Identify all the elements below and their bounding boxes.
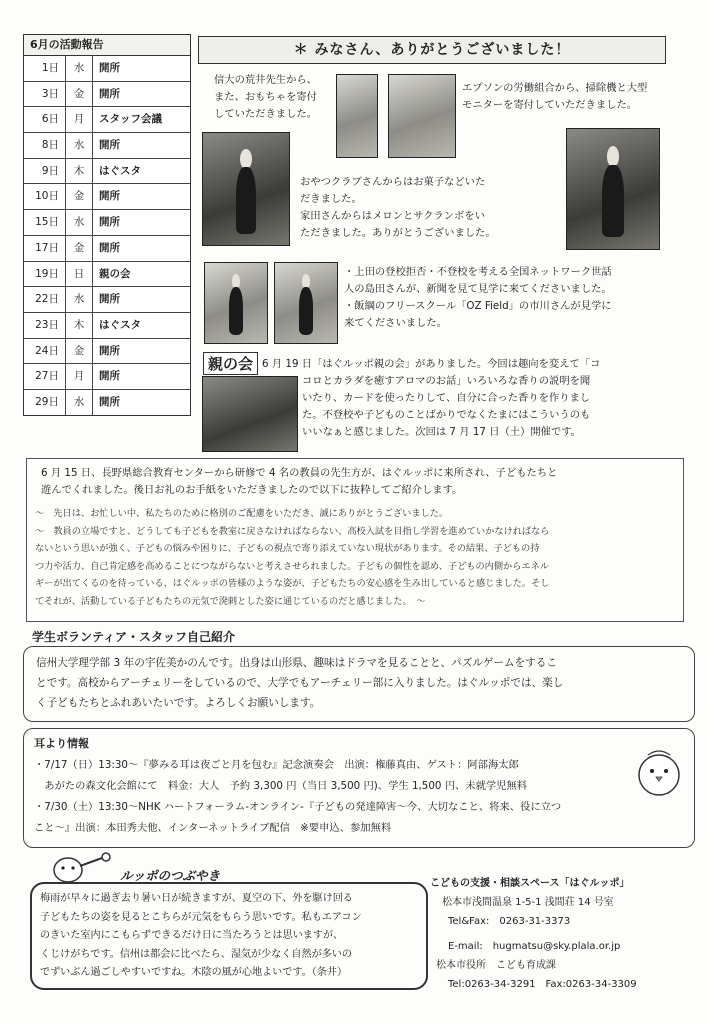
schedule-weekday: 金	[66, 184, 93, 209]
monitor-photo	[388, 74, 456, 158]
text-line: とです。高校からアーチェリーをしているので、大学でもアーチェリー部に入りました。はぐルッポでは、楽し	[36, 677, 564, 689]
visitors-text	[344, 264, 684, 332]
text-line: 信州大学理学部 3 年の宇佐美かのんです。出身は山形県、趣味はドラマを見ることと、パズルゲームをするこ	[36, 657, 557, 669]
schedule-day: 8日	[24, 133, 66, 158]
schedule-weekday: 水	[66, 390, 93, 415]
schedule-weekday: 木	[66, 159, 93, 184]
teacher-letter-box	[26, 458, 684, 622]
oya-text	[262, 356, 686, 373]
schedule-row	[24, 210, 190, 236]
text-line: こと～』出演：本田秀夫他、インターネットライブ配信 ※要申込、参加無料	[34, 822, 392, 834]
text-line: 梅雨が早々に過ぎ去り暑い日が続きますが、夏空の下、外を駆け回る	[40, 893, 353, 904]
text-line: ・飯綱のフリースクール「OZ Field」の市川さんが見学に	[344, 300, 612, 312]
contact-office: 松本市役所 こども育成課	[436, 960, 556, 971]
letter-line: ～ 先日は、お忙しい中、私たちのために格別のご配慮をいただき、誠にありがとうございました。	[35, 508, 449, 519]
schedule-row	[24, 184, 190, 210]
schedule-event: 開所	[99, 395, 120, 408]
schedule-weekday: 水	[66, 56, 93, 81]
schedule-day: 23日	[24, 313, 66, 338]
schedule-event: 開所	[99, 87, 120, 100]
schedule-rows	[24, 56, 190, 415]
schedule-title: 6月の活動報告	[24, 35, 190, 56]
schedule-event: 開所	[99, 139, 120, 152]
volunteer-box	[23, 646, 695, 722]
schedule-row	[24, 390, 190, 415]
text-line: コロとカラダを癒すアロマのお話」いろいろな香りの説明を聞	[302, 375, 591, 387]
schedule-weekday: 月	[66, 364, 93, 389]
schedule-day: 19日	[24, 262, 66, 287]
schedule-row	[24, 56, 190, 82]
thanks-heading: ＊ みなさん、ありがとうございました！	[198, 36, 666, 64]
schedule-table	[23, 34, 191, 416]
contact-email: E-mail: hugmatsu@sky.plala.or.jp	[448, 941, 621, 952]
schedule-row	[24, 364, 190, 390]
letter-line: ないという思いが強く、子どもの悩みや困りに、子どもの視点で寄り添えていない現状があります。その結果、子どもの持	[35, 543, 540, 554]
text-line: モニターを寄付していただきました。	[462, 99, 638, 111]
schedule-event: 開所	[99, 344, 120, 357]
schedule-row	[24, 339, 190, 365]
schedule-day: 22日	[24, 287, 66, 312]
text-line: 6 月 19 日「はぐルッポ親の会」がありました。今回は趣向を変えて「コ	[262, 358, 601, 370]
schedule-day: 3日	[24, 82, 66, 107]
letter-line: ギーが出てくるのを待っている、はぐルッポの皆様のような姿が、子どもたちの安心感を生み出していると感じました。そし	[35, 578, 550, 589]
text-line: でずいぶん過ごしやすいですね。木陰の風が心地よいです。（条井）	[40, 967, 348, 978]
group-photo	[566, 128, 660, 250]
text-line: た。不登校や子どものことばかりでなくたまにはこういうのも	[302, 409, 591, 421]
schedule-event: 開所	[99, 216, 120, 229]
letter-line: てそれが、活動している子どもたちの元気で溌剌とした姿に通じているのだと感じました。 ～	[35, 595, 426, 607]
schedule-row	[24, 159, 190, 185]
text-line: 子どもたちの姿を見るとこちらが元気をもらう思いです。私もエアコン	[40, 911, 362, 923]
arai-text	[214, 72, 354, 123]
schedule-row	[24, 133, 190, 159]
schedule-event: 開所	[99, 241, 120, 254]
schedule-row	[24, 107, 190, 133]
visitor-photo-1	[204, 262, 268, 344]
schedule-row	[24, 313, 190, 339]
letter-line: ～ 教員の立場ですと、どうしても子どもを教室に戻さなければならない、高校入試を目指し学習を進めていかなければなら	[35, 525, 550, 537]
schedule-weekday: 水	[66, 133, 93, 158]
schedule-event: 開所	[99, 190, 120, 203]
schedule-day: 24日	[24, 339, 66, 364]
schedule-weekday: 水	[66, 210, 93, 235]
schedule-day: 6日	[24, 107, 66, 132]
contact-telfax: Tel&Fax: 0263-31-3373	[448, 916, 571, 927]
info-heading: 耳より情報	[34, 737, 89, 750]
schedule-weekday: 水	[66, 287, 93, 312]
schedule-event: 開所	[99, 62, 120, 74]
oyatsu-text	[300, 174, 560, 242]
schedule-weekday: 木	[66, 313, 93, 338]
schedule-day: 9日	[24, 159, 66, 184]
text-line: エプソンの労働組合から、掃除機と大型	[462, 82, 648, 94]
text-line: あがたの森文化会館にて 料金：大人 予約 3,300 円（当日 3,500 円)、学生 1,500 円、未就学児無料	[34, 780, 528, 792]
mascot-icon	[46, 846, 116, 886]
text-line: のきいた室内にこもらずできるだけ日に当たろうとは思いますが、	[40, 930, 344, 941]
text-line: していただきました。	[214, 108, 317, 120]
schedule-event: はぐスタ	[99, 164, 141, 177]
text-line: だきました。	[300, 193, 362, 205]
text-line: ・上田の登校拒否・不登校を考える全国ネットワーク世話	[344, 266, 612, 278]
contact-address: 松本市浅間温泉 1-5-1 浅間荘 14 号室	[442, 897, 614, 908]
schedule-weekday: 金	[66, 236, 93, 261]
oya-text-cont	[302, 373, 686, 441]
schedule-day: 1日	[24, 56, 66, 81]
text-line: 6 月 15 日、長野県総合教育センターから研修で 4 名の教員の先生方が、はぐルッポに来所され、子どもたちと	[41, 467, 558, 479]
text-line: 家田さんからはメロンとサクランボをい	[300, 210, 485, 222]
bird-mascot-icon	[634, 743, 684, 799]
text-line: 遊んでくれました。後日お礼のお手紙をいただきましたので以下に抜粋してご紹介します。	[41, 484, 463, 496]
text-line: いいなぁと感じました。次回は 7 月 17 日（土）開催です。	[302, 426, 582, 438]
schedule-day: 27日	[24, 364, 66, 389]
schedule-row	[24, 287, 190, 313]
contact-name: こどもの支援・相談スペース「はぐルッポ」	[430, 878, 630, 889]
schedule-row	[24, 236, 190, 262]
oya-label: 親の会	[203, 352, 258, 375]
volunteer-heading: 学生ボランティア・スタッフ自己紹介	[32, 630, 236, 644]
schedule-day: 15日	[24, 210, 66, 235]
schedule-event: 開所	[99, 293, 120, 306]
contact-office-tel: Tel:0263-34-3291 Fax:0263-34-3309	[448, 979, 637, 990]
text-line: 信大の荒井先生から、	[214, 74, 317, 86]
text-line: また、おもちゃを寄付	[214, 91, 317, 103]
text-line: ただきました。ありがとうございました。	[300, 227, 496, 239]
schedule-day: 29日	[24, 390, 66, 415]
text-line: 人の島田さんが、新聞を見て見学に来てくださいました。	[344, 283, 612, 295]
schedule-row	[24, 262, 190, 288]
tsubuyaki-heading: ルッポのつぶやき	[120, 868, 221, 883]
schedule-event: スタッフ会議	[99, 113, 162, 126]
schedule-event: 親の会	[99, 267, 131, 280]
schedule-event: はぐスタ	[99, 318, 141, 331]
schedule-weekday: 日	[66, 262, 93, 287]
text-line: おやつクラブさんからはお菓子などいた	[300, 176, 486, 188]
schedule-day: 17日	[24, 236, 66, 261]
donor-photo	[202, 132, 290, 246]
toy-photo	[336, 74, 378, 158]
text-line: 来てくださいました。	[344, 317, 447, 329]
text-line: いたり、カードを使ったりして、自分に合った香りを作りまし	[302, 392, 591, 404]
schedule-weekday: 金	[66, 82, 93, 107]
info-box	[23, 728, 695, 848]
schedule-row	[24, 82, 190, 108]
schedule-event: 開所	[99, 370, 120, 383]
visitor-photo-2	[274, 262, 338, 344]
text-line: く子どもたちとふれあいたいです。よろしくお願いします。	[36, 697, 321, 709]
schedule-day: 10日	[24, 184, 66, 209]
text-line: ・7/17（日）13:30～『夢みる耳は夜ごと月を包む』記念演奏会 出演：権藤真由、ゲスト：阿部海太郎	[34, 759, 519, 771]
schedule-weekday: 月	[66, 107, 93, 132]
tsubuyaki-box	[30, 882, 428, 990]
contact-info	[430, 874, 682, 994]
letter-line: つ力や活力、自己肯定感を高めることにつながらないと考えさせられました。子どもの個性を認め、子どもの内側からエネル	[35, 560, 549, 572]
epson-text	[462, 80, 682, 114]
oya-photo	[202, 376, 298, 452]
schedule-weekday: 金	[66, 339, 93, 364]
text-line: ・7/30（土）13:30～NHK ハートフォーラム-オンライン-『子どもの発達障害～今、大切なこと、将来、役に立つ	[34, 801, 562, 813]
text-line: くじけがちです。信州は都会に比べたら、湿気が少なく自然が多いの	[40, 948, 352, 960]
